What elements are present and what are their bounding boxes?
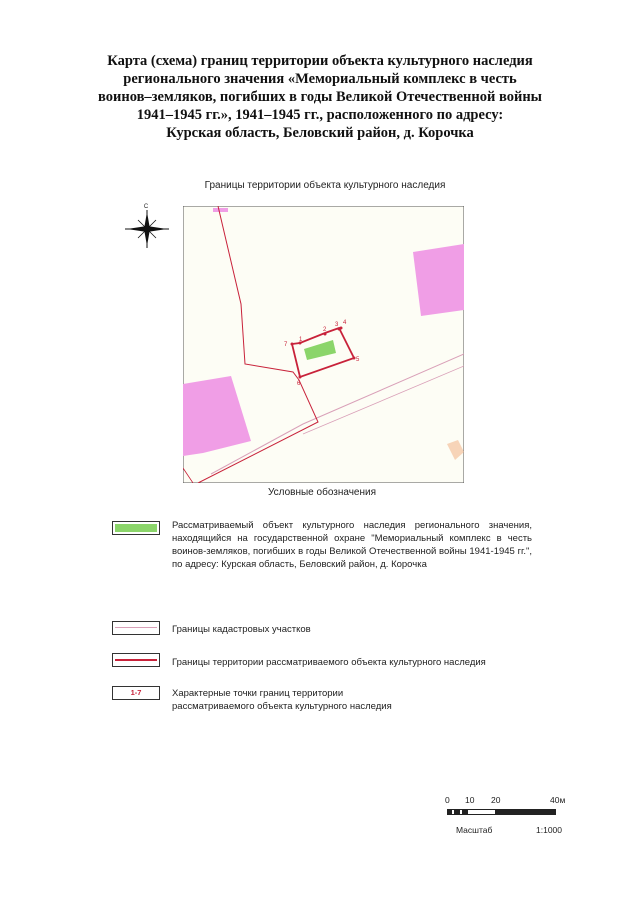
boundary-point (340, 327, 343, 330)
scale-segment (467, 809, 496, 815)
scale-bar (436, 795, 576, 845)
legend-text-points (172, 687, 392, 713)
scale-label: Масштаб (456, 825, 493, 835)
building (213, 208, 228, 212)
legend-symbol-points: 1-7 (112, 686, 160, 700)
point-label: 3 (335, 322, 339, 328)
cadastral-map (183, 206, 464, 483)
legend-text-points-line: Характерные точки границ территории (172, 688, 344, 699)
point-label: 2 (323, 327, 327, 333)
legend-text-points-line: рассматриваемого объекта культурного наследия (172, 701, 392, 712)
point-label: 4 (343, 320, 347, 326)
map-caption: Границы территории объекта культурного наследия (204, 180, 446, 191)
title-line: 1941–1945 гг.», 1941–1945 гг., расположенного по адресу: (136, 107, 504, 123)
point-label: 6 (297, 381, 301, 387)
boundary-point (299, 376, 302, 379)
boundary-point (291, 343, 294, 346)
title-line: регионального значения «Мемориальный комплекс в честь (123, 71, 517, 87)
title-line: воинов–земляков, погибших в годы Великой Отечественной войны (98, 89, 542, 105)
title-line: Курская область, Беловский район, д. Корочка (166, 125, 474, 141)
legend-text-boundary: Границы территории рассматриваемого объекта культурного наследия (172, 657, 486, 668)
legend-text-cadastral: Границы кадастровых участков (172, 624, 311, 635)
scale-tick: 40м (550, 795, 566, 805)
scale-tick: 0 (445, 795, 450, 805)
legend-symbol-cadastral (112, 621, 160, 635)
legend-text-object: Рассматриваемый объект культурного наследия регионального значения, находящийся на государственной охране "Мемориальный комплекс в честь воинов-земляков, погибших в годы Великой Отечественной войны 1941-1945 гг.", по адресу: Курская область, Беловский район, д. Корочка (172, 520, 532, 570)
document-title (70, 52, 570, 142)
scale-tick: 10 (465, 795, 475, 805)
legend-symbol-object (112, 521, 160, 535)
scale-tick: 20 (491, 795, 501, 805)
point-label: 5 (356, 357, 360, 363)
point-label: 1 (299, 337, 303, 343)
legend-symbol-boundary (112, 653, 160, 667)
north-label: С (143, 204, 149, 210)
building (413, 244, 464, 316)
title-line: Карта (схема) границ территории объекта культурного наследия (107, 53, 533, 69)
scale-ratio: 1:1000 (536, 825, 562, 835)
point-label: 7 (284, 342, 288, 348)
north-arrow-icon (123, 200, 171, 250)
scale-segment (496, 809, 556, 815)
legend-title: Условные обозначения (267, 487, 377, 498)
